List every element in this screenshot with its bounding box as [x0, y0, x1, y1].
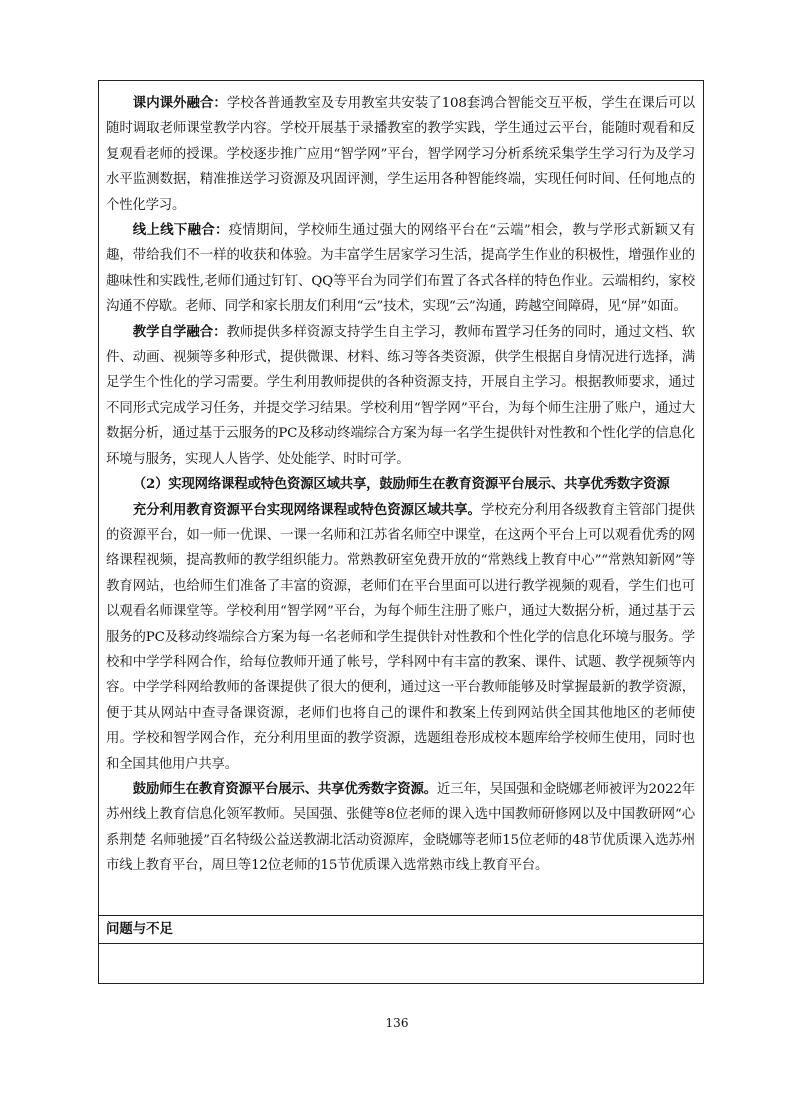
report-table	[98, 80, 704, 984]
page-number: 136	[385, 1016, 409, 1030]
paragraph-text: 学校各普通教室及专用教室共安装了108套鸿合智能交互平板，学生在课后可以随时调取老师课堂教学内容。学校开展基于录播教室的教学实践，学生通过云平台，能随时观看和反复观看老师的授课。学校逐步推广应用“智学网”平台，智学网学习分析系统采集学生学习行为及学习水平监测数据，精准推送学习资源及巩固评测，学生运用各种智能终端，实现任何时间、任何地点的个性化学习。	[106, 96, 695, 213]
table-divider	[99, 915, 703, 916]
paragraph-resource-sharing	[106, 498, 695, 777]
paragraph-online-offline	[106, 218, 695, 320]
paragraph-text: 近三年，吴国强和金晓娜老师被评为2022年苏州线上教育信息化领军教师。吴国强、张健等8位老师的课入选中国教师研修网以及中国教研网“心系荆楚 名师驰援”百名特级公益送教湖北活动资源库，金晓娜等老师15位老师的48节优质课入选苏州市线上教育平台，周旦等12位老师的15节优质课入选常熟市线上教育平台。	[106, 781, 695, 874]
paragraph-teach-self-study	[106, 320, 695, 472]
problems-label: 问题与不足	[106, 921, 173, 937]
paragraph-in-out-class	[106, 91, 695, 218]
paragraph-text: 教师提供多样资源支持学生自主学习，教师布置学习任务的同时，通过文档、软件、动画、视频等多种形式，提供微课、材料、练习等各类资源，供学生根据自身情况进行选择，满足学生个性化的学习需要。学生利用教师提供的各种资源支持，开展自主学习。根据教师要求，通过不同形式完成学习任务，并提交学习结果。学校利用“智学网”平台，为每个师生注册了账户，通过大数据分析，通过基于云服务的PC及移动终端综合方案为每一名学生提供针对性教和个性化学的信息化环境与服务，实现人人皆学、处处能学、时时可学。	[106, 324, 695, 467]
paragraph-lead: 线上线下融合：	[132, 222, 229, 239]
paragraph-encourage-sharing	[106, 777, 695, 879]
paragraph-text: 学校充分利用各级教育主管部门提供的资源平台，如一师一优课、一课一名师和江苏省名师空中课堂，在这两个平台上可以观看优秀的网络课程视频，提高教师的教学组织能力。常熟教研室免费开放的“常熟线上教育中心”“常熟知新网”等教育网站，也给师生们准备了丰富的资源，老师们在平台里面可以进行教学视频的观看，学生们也可以观看名师课堂等。学校利用“智学网”平台，为每个师生注册了账户，通过大数据分析，通过基于云服务的PC及移动终端综合方案为每一名老师和学生提供针对性教和个性化学的信息化环境与服务。学校和中学学科网合作，给每位教师开通了帐号，学科网中有丰富的教案、课件、试题、教学视频等内容。中学学科网给教师的备课提供了很大的便利，通过这一平台教师能够及时掌握最新的教学资源，便于其从网站中查寻备课资源，老师们也将自己的课件和教案上传到网站供全国其他地区的老师使用。学校和智学网合作，充分利用里面的教学资源，选题组卷形成校本题库给学校师生使用，同时也和全国其他用户共享。	[106, 502, 695, 772]
paragraph-lead: 鼓励师生在教育资源平台展示、共享优秀数字资源。	[132, 780, 437, 797]
table-divider	[99, 943, 703, 944]
paragraph-lead: 课内课外融合：	[132, 95, 227, 111]
content-cell	[99, 81, 703, 916]
paragraph-lead: 教学自学融合：	[132, 323, 227, 340]
paragraph-lead: 充分利用教育资源平台实现网络课程或特色资源区域共享。	[132, 501, 481, 518]
section-heading: （2）实现网络课程或特色资源区域共享，鼓励师生在教育资源平台展示、共享优秀数字资源	[132, 476, 670, 493]
paragraph-text: 疫情期间，学校师生通过强大的网络平台在“云端”相会，教与学形式新颖又有趣，带给我们不一样的收获和体验。为丰富学生居家学习生活，提高学生作业的积极性，增强作业的趣味性和实践性,老师们通过钉钉、QQ等平台为同学们布置了各式各样的特色作业。云端相约，家校沟通不停歇。老师、同学和家长朋友们利用“云”技术，实现“云”沟通，跨越空间障碍，见“屏”如面。	[106, 223, 695, 315]
